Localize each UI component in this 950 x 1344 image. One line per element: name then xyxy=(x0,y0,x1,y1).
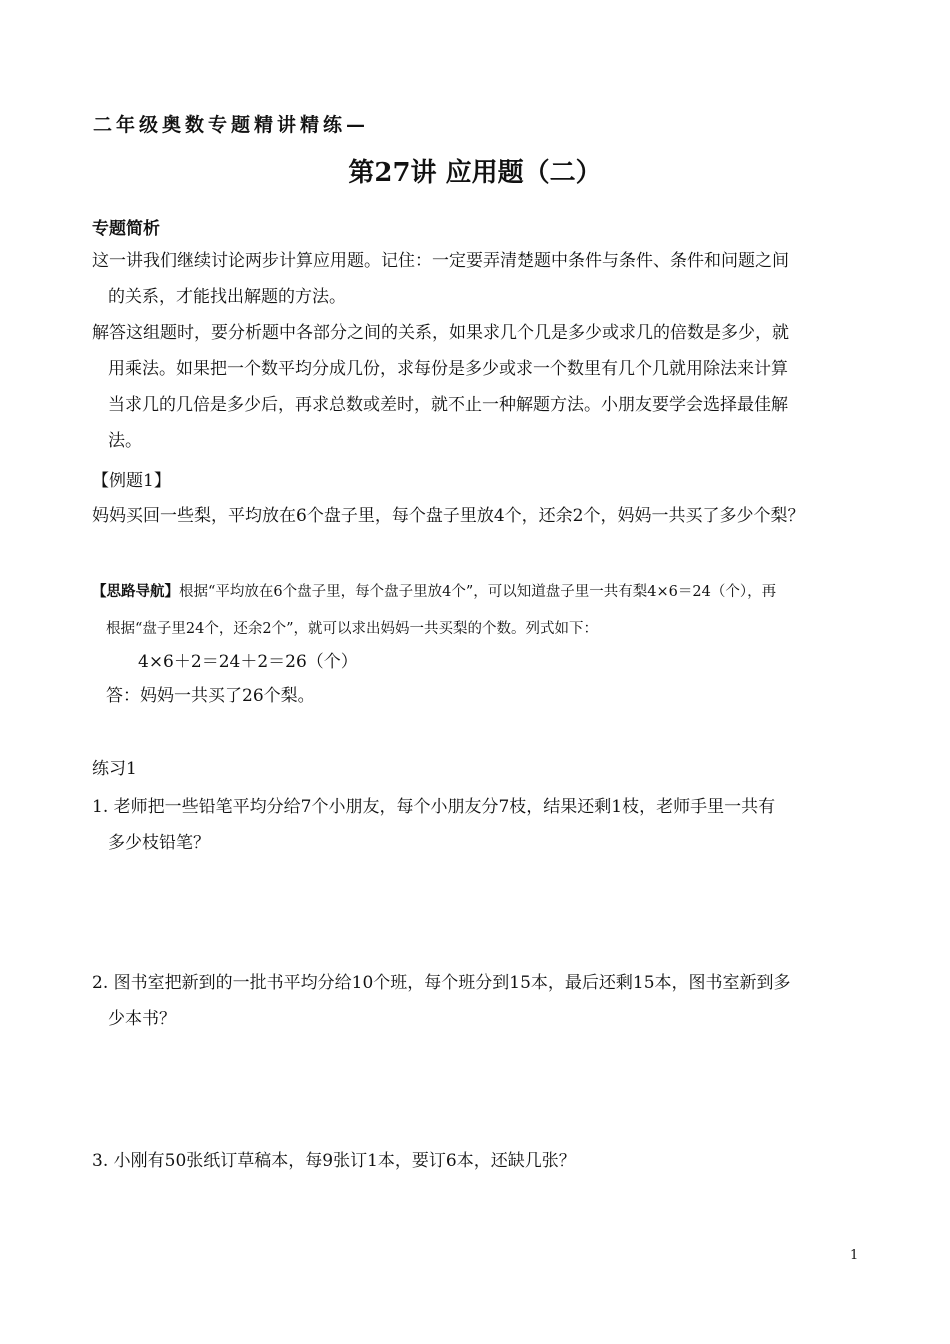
text-line: 少本书？ xyxy=(108,1009,176,1029)
text-line: 的关系，才能找出解题的方法。 xyxy=(108,287,346,307)
text-line: 多少枝铅笔？ xyxy=(108,833,210,853)
example-label: 【例题1】 xyxy=(92,471,171,491)
text-line: 1. 老师把一些铅笔平均分给7个小朋友，每个小朋友分7枝，结果还剩1枝，老师手里一共有 xyxy=(92,797,776,817)
hint-text: 根据“平均放在6个盘子里，每个盘子里放4个”，可以知道盘子里一共有梨4×6＝24（个），再 xyxy=(179,584,777,600)
section-heading: 专题简析 xyxy=(92,219,160,239)
hint-line xyxy=(92,573,872,611)
formula: 4×6＋2＝24＋2＝26（个） xyxy=(138,652,358,672)
text-line: 3. 小刚有50张纸订草稿本，每9张订1本，要订6本，还缺几张？ xyxy=(92,1151,576,1171)
page-title: 第27讲 应用题（二） xyxy=(348,158,602,188)
intro-paragraph-1 xyxy=(92,243,862,315)
text-line: 2. 图书室把新到的一批书平均分给10个班，每个班分到15本，最后还剩15本，图书室新到多 xyxy=(92,973,791,993)
hint-block xyxy=(92,573,872,648)
text-line: 解答这组题时，要分析题中各部分之间的关系，如果求几个几是多少或求几的倍数是多少，就 xyxy=(92,323,789,343)
exercise-question-1 xyxy=(92,789,862,861)
exercise-question-2 xyxy=(92,965,862,1037)
answer: 答：妈妈一共买了26个梨。 xyxy=(106,686,315,706)
text-line: 用乘法。如果把一个数平均分成几份，求每份是多少或求一个数里有几个几就用除法来计算 xyxy=(108,359,788,379)
example-question: 妈妈买回一些梨，平均放在6个盘子里，每个盘子里放4个，还余2个，妈妈一共买了多少个梨？ xyxy=(92,506,805,526)
page-number: 1 xyxy=(850,1248,859,1263)
text-line: 法。 xyxy=(108,431,142,451)
text-line: 当求几的几倍是多少后，再求总数或差时，就不止一种解题方法。小朋友要学会选择最佳解 xyxy=(108,395,788,415)
exercise-title: 练习1 xyxy=(92,759,137,779)
series-title: 二年级奥数专题精讲精练— xyxy=(93,114,370,136)
text-line: 这一讲我们继续讨论两步计算应用题。记住：一定要弄清楚题中条件与条件、条件和问题之间 xyxy=(92,251,789,271)
exercise-question-3 xyxy=(92,1143,862,1179)
hint-label: 【思路导航】 xyxy=(92,583,179,600)
hint-line: 根据“盘子里24个，还余2个”，就可以求出妈妈一共买梨的个数。列式如下： xyxy=(106,621,598,637)
intro-paragraph-2 xyxy=(92,315,862,459)
